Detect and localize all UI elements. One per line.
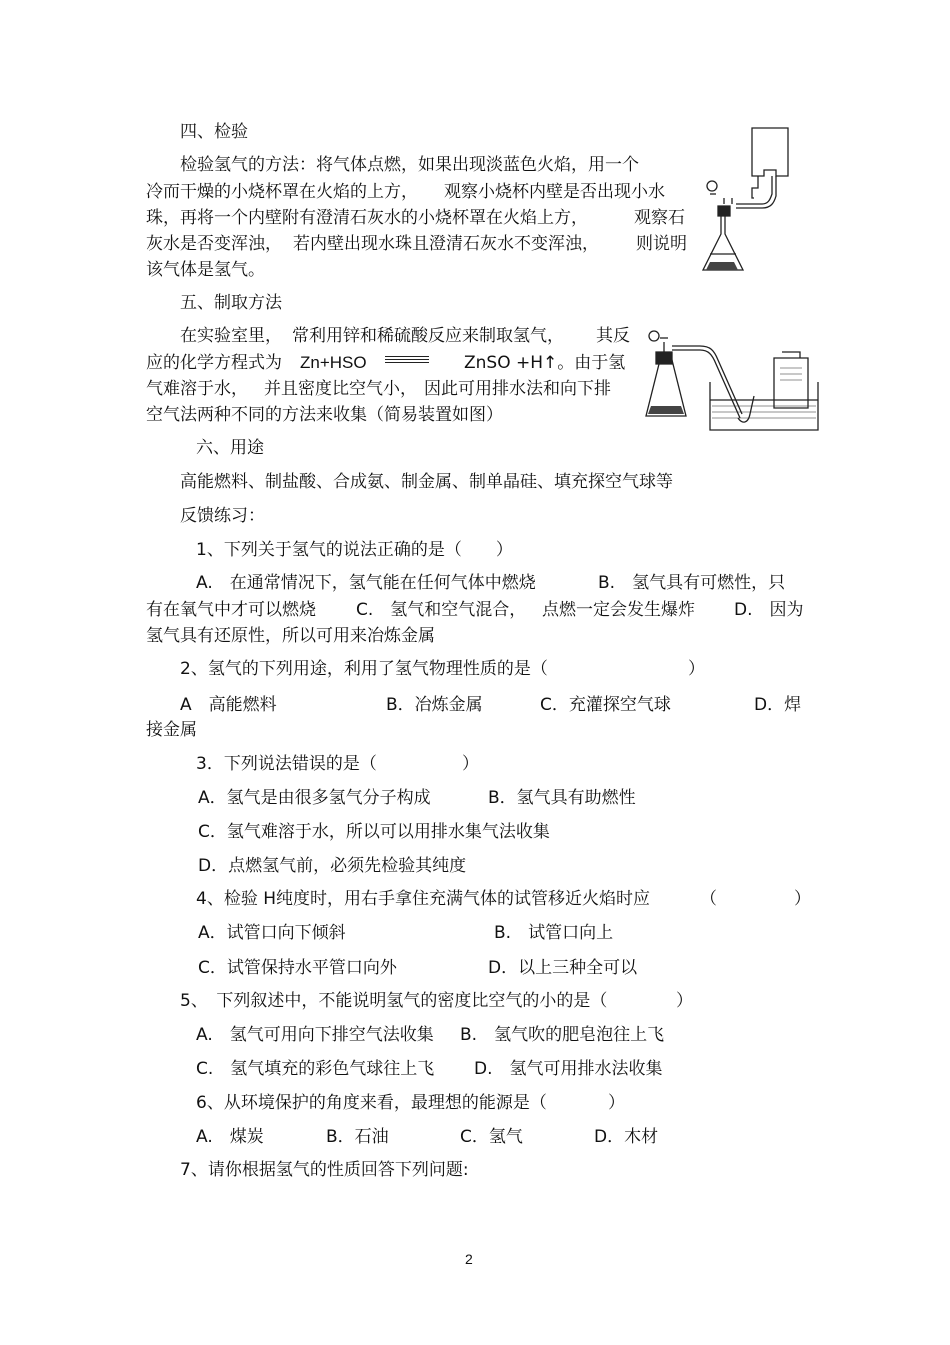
sec5-line-2a: 应的化学方程式为 <box>146 353 282 373</box>
sec4-line-2b: 观察小烧杯内壁是否出现小水 <box>444 182 665 202</box>
sec4-line-1: 检验氢气的方法：将气体点燃，如果出现淡蓝色火焰，用一个 <box>180 155 639 175</box>
sec4-line-3a: 珠，再将一个内壁附有澄清石灰水的小烧杯罩在火焰上方， <box>146 208 588 228</box>
q3-close-paren: ） <box>462 754 479 774</box>
sec5-line-3a: 气难溶于水， <box>146 379 248 399</box>
sec5-line-1c: 其反 <box>596 326 630 346</box>
q2-close-paren: ） <box>688 659 705 679</box>
q1-option-d: D. 因为 <box>734 600 804 620</box>
q5-stem: 5、 下列叙述中，不能说明氢气的密度比空气的小的是（ <box>180 991 608 1011</box>
q3-option-d: D．点燃氢气前，必须先检验其纯度 <box>198 856 467 876</box>
sec5-line-3c: 因此可用排水法和向下排 <box>424 379 611 399</box>
q1-option-a: A. 在通常情况下，氢气能在任何气体中燃烧 <box>196 573 536 593</box>
q2-option-c: C．充灌探空气球 <box>540 695 671 715</box>
q3-option-c: C．氢气难溶于水，所以可以用排水集气法收集 <box>198 822 550 842</box>
sec5-line-1a: 在实验室里， <box>180 326 282 346</box>
q5-option-c: C. 氢气填充的彩色气球往上飞 <box>196 1059 435 1079</box>
feedback-title: 反馈练习： <box>180 506 265 526</box>
hydrogen-generator-figure <box>700 124 790 286</box>
sec4-line-5: 该气体是氢气。 <box>146 260 265 280</box>
equation-products: ZnSO +H↑。由于氢 <box>464 353 626 373</box>
q1-option-c-cont: 点燃一定会发生爆炸 <box>542 600 695 620</box>
q1-option-d-cont: 氢气具有还原性，所以可用来冶炼金属 <box>146 626 435 646</box>
page-number: 2 <box>465 1251 473 1267</box>
section-5-heading: 五、制取方法 <box>180 293 282 313</box>
q6-stem: 6、从环境保护的角度来看，最理想的能源是（ <box>196 1093 547 1113</box>
q4-option-b: B. 试管口向上 <box>494 923 614 943</box>
q5-option-d: D. 氢气可用排水法收集 <box>474 1059 663 1079</box>
q4-option-c: C．试管保持水平管口向外 <box>198 958 397 978</box>
q2-option-d-cont: 接金属 <box>146 720 197 740</box>
q3-option-b: B．氢气具有助燃性 <box>488 788 636 808</box>
q5-option-a: A. 氢气可用向下排空气法收集 <box>196 1025 434 1045</box>
uses-list: 高能燃料、制盐酸、合成氨、制金属、制单晶硅、填充探空气球等 <box>180 472 673 492</box>
section-4-heading: 四、检验 <box>180 122 248 142</box>
q1-option-c: C. 氢气和空气混合， <box>356 600 527 620</box>
q7-stem: 7、请你根据氢气的性质回答下列问题: <box>180 1160 469 1180</box>
q6-option-b: B．石油 <box>326 1127 389 1147</box>
q2-option-b: B．冶炼金属 <box>386 695 483 715</box>
q2-option-a: A 高能燃料 <box>180 695 277 715</box>
q1-option-b-cont: 有在氧气中才可以燃烧 <box>146 600 316 620</box>
q6-close-paren: ） <box>608 1093 625 1113</box>
sec4-line-4b: 若内壁出现水珠且澄清石灰水不变浑浊， <box>293 234 599 254</box>
q4-option-d: D．以上三种全可以 <box>488 958 638 978</box>
water-collection-figure <box>640 322 822 434</box>
q4-option-a: A．试管口向下倾斜 <box>198 923 346 943</box>
delivery-tube <box>736 176 772 204</box>
sec5-line-3b: 并且密度比空气小， <box>264 379 417 399</box>
q2-stem: 2、氢气的下列用途，利用了氢气物理性质的是（ <box>180 659 548 679</box>
q5-option-b: B. 氢气吹的肥皂泡往上飞 <box>460 1025 665 1045</box>
q6-option-c: C．氢气 <box>460 1127 523 1147</box>
sec5-line-4: 空气法两种不同的方法来收集（简易装置如图） <box>146 405 503 425</box>
equation-reactants: Zn+HSO <box>300 353 367 372</box>
q2-option-d: D．焊 <box>754 695 802 715</box>
q6-option-a: A. 煤炭 <box>196 1127 264 1147</box>
sec4-line-4a: 灰水是否变浑浊， <box>146 234 282 254</box>
sec4-line-4c: 则说明 <box>636 234 687 254</box>
q5-close-paren: ） <box>676 991 693 1011</box>
q3-option-a: A．氢气是由很多氢气分子构成 <box>198 788 431 808</box>
q4-stem: 4、检验 H纯度时，用右手拿住充满气体的试管移近火焰时应 <box>196 889 651 909</box>
q4-open-paren: （ <box>700 889 717 909</box>
section-6-heading: 六、用途 <box>196 438 264 458</box>
funnel-body <box>752 128 788 176</box>
q6-option-d: D．木材 <box>594 1127 659 1147</box>
sec4-line-2a: 冷而干燥的小烧杯罩在火焰的上方， <box>146 182 418 202</box>
sec4-line-3b: 观察石 <box>634 208 685 228</box>
q1-stem: 1、下列关于氢气的说法正确的是（ ） <box>196 540 513 560</box>
sec5-line-1b: 常利用锌和稀硫酸反应来制取氢气， <box>292 326 564 346</box>
q4-close-paren: ） <box>794 889 811 909</box>
q1-option-b: B. 氢气具有可燃性，只 <box>598 573 786 593</box>
equation-equals-sign <box>385 356 429 364</box>
q3-stem: 3．下列说法错误的是（ <box>196 754 377 774</box>
